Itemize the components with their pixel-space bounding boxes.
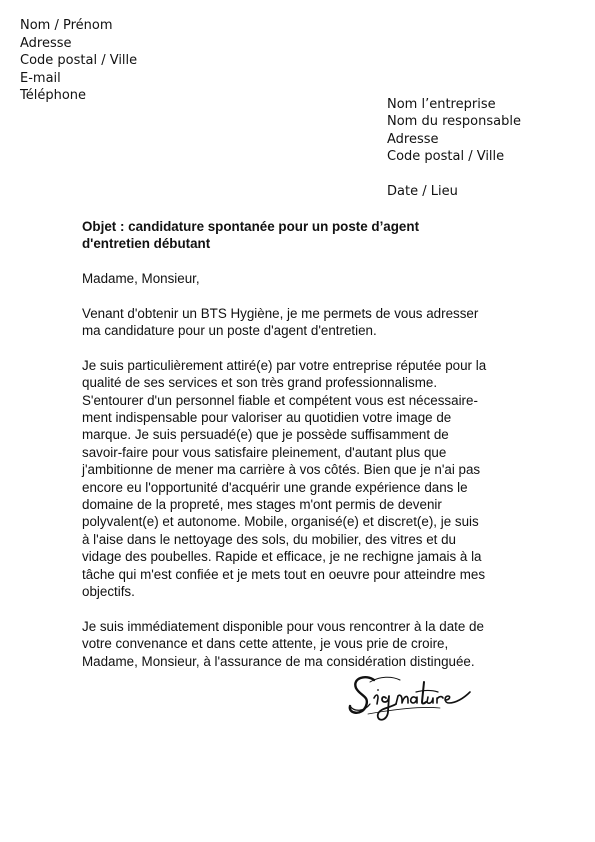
paragraph-line: Madame, Monsieur, à l'assurance de ma considération distinguée. [82, 653, 475, 669]
paragraph-line: vidage des poubelles. Rapide et efficace, je ne rechigne jamais à la [82, 549, 482, 565]
recipient-postal-city: Code postal / Ville [387, 149, 505, 165]
subject-line [82, 218, 522, 253]
signature-handwriting [340, 668, 490, 728]
sender-address: Adresse [20, 35, 72, 51]
subject-line-2: d'entretien débutant [82, 236, 211, 252]
salutation [82, 270, 522, 287]
paragraph-line: j'ambitionne de mener ma carrière à vos côtés. Bien que je n'ai pas [82, 462, 481, 478]
paragraph-line: votre convenance et dans cette attente, je vous prie de croire, [82, 636, 449, 652]
paragraph-line: Je suis immédiatement disponible pour vous rencontrer à la date de [82, 618, 484, 634]
paragraph-motivation [82, 357, 522, 601]
paragraph-line: S'entourer d'un personnel fiable et compétent vous est nécessaire- [82, 392, 478, 408]
paragraph-line: marque. Je suis persuadé(e) que je possède suffisamment de [82, 427, 449, 443]
subject-line-1: Objet : candidature spontanée pour un poste d’agent [82, 219, 420, 234]
sender-email: E-mail [20, 70, 61, 86]
recipient-block [387, 96, 521, 200]
sender-block [20, 17, 137, 105]
sender-name: Nom / Prénom [20, 18, 113, 33]
paragraph-line: qualité de ses services et son très grand professionnalisme. [82, 375, 438, 391]
sender-phone: Téléphone [20, 88, 87, 104]
signature [340, 668, 490, 728]
paragraph-line: domaine de la propreté, mes stages m'ont permis de devenir [82, 497, 442, 513]
paragraph-line: ment indispensable pour valoriser au quotidien votre image de [82, 410, 452, 426]
paragraph-line: encore eu l'opportunité d'acquérir une grande expérience dans le [82, 479, 468, 495]
paragraph-line: à l'aise dans le nettoyage des sols, du mobilier, des vitres et du [82, 531, 456, 547]
paragraph-closing [82, 618, 522, 670]
letter-body [82, 218, 522, 670]
paragraph-line: Venant d'obtenir un BTS Hygiène, je me permets de vous adresser [82, 305, 479, 321]
date-place: Date / Lieu [387, 183, 458, 199]
recipient-company: Nom l’entreprise [387, 97, 496, 112]
paragraph-line: polyvalent(e) et autonome. Mobile, organisé(e) et discret(e), je suis [82, 514, 479, 530]
paragraph-line: Je suis particulièrement attiré(e) par votre entreprise réputée pour la [82, 357, 487, 373]
recipient-address: Adresse [387, 131, 439, 147]
paragraph-line: ma candidature pour un poste d'agent d'entretien. [82, 323, 377, 339]
paragraph-line: tâche qui m'est confiée et je mets tout en oeuvre pour atteindre mes [82, 566, 486, 582]
paragraph-intro [82, 305, 522, 340]
salutation-text: Madame, Monsieur, [82, 270, 200, 286]
recipient-manager: Nom du responsable [387, 114, 521, 130]
paragraph-line: savoir-faire pour vous satisfaire pleinement, d'autant plus que [82, 444, 447, 460]
paragraph-line: objectifs. [82, 584, 135, 600]
sender-postal-city: Code postal / Ville [20, 53, 138, 69]
